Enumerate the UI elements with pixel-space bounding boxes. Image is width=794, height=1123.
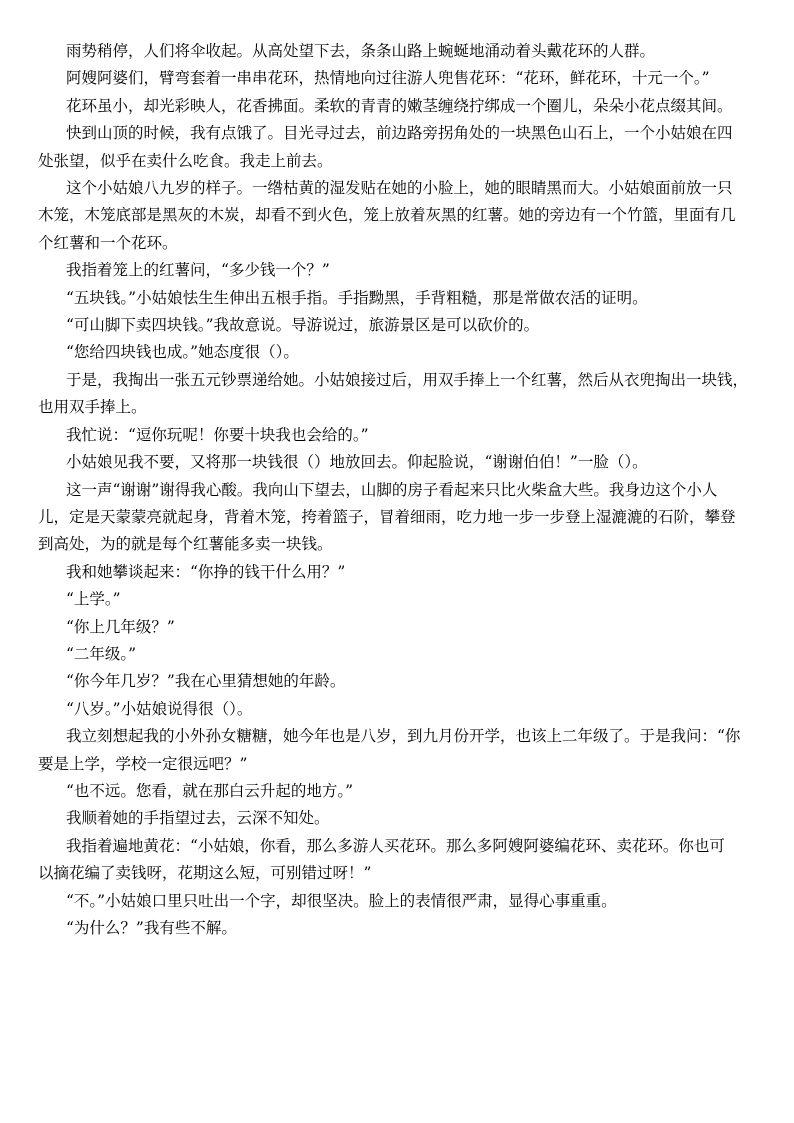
paragraph-continuation-line: 个红薯和一个花环。 xyxy=(38,233,178,252)
paragraph-first-line: 我指着笼上的红薯问，“多少钱一个？” xyxy=(66,261,330,280)
paragraph-first-line: 我忙说：“逗你玩呢！你要十块我也会给的。” xyxy=(66,425,369,444)
paragraph-continuation-line: 处张望，似乎在卖什么吃食。我走上前去。 xyxy=(38,151,333,170)
paragraph-first-line: “您给四块钱也成。”她态度很（）。 xyxy=(66,343,299,362)
paragraph xyxy=(0,641,794,668)
paragraph-first-line: 我顺着她的手指望过去，云深不知处。 xyxy=(66,809,330,828)
paragraph xyxy=(0,285,794,312)
paragraph xyxy=(0,38,794,65)
paragraph-first-line: “可山脚下卖四块钱。”我故意说。导游说过，旅游景区是可以砍价的。 xyxy=(66,316,540,335)
paragraph xyxy=(0,367,794,422)
paragraph-first-line: “八岁。”小姑娘说得很（）。 xyxy=(66,699,253,718)
paragraph-first-line: 雨势稍停，人们将伞收起。从高处望下去，条条山路上蜿蜒地涌动着头戴花环的人群。 xyxy=(66,42,656,60)
paragraph-continuation-line: 要是上学，学校一定很远吧？” xyxy=(38,754,248,773)
paragraph xyxy=(0,93,794,120)
paragraph xyxy=(0,559,794,586)
paragraph-first-line: “不。”小姑娘口里只吐出一个字，却很坚决。脸上的表情很严肃，显得心事重重。 xyxy=(66,891,617,910)
paragraph-first-line: “你上几年级？” xyxy=(66,617,175,636)
paragraph xyxy=(0,915,794,942)
paragraph xyxy=(0,339,794,366)
paragraph-first-line: 阿嫂阿婆们，臂弯套着一串串花环，热情地向过往游人兜售花环：“花环，鲜花环，十元一个。” xyxy=(66,69,710,88)
document-body xyxy=(0,38,794,942)
paragraph-first-line: 于是，我掏出一张五元钞票递给她。小姑娘接过后，用双手捧上一个红薯，然后从衣兜掏出一块钱， xyxy=(66,370,749,389)
paragraph xyxy=(0,449,794,476)
paragraph xyxy=(0,312,794,339)
paragraph xyxy=(0,422,794,449)
paragraph-first-line: “为什么？”我有些不解。 xyxy=(66,919,237,937)
paragraph-first-line: “也不远。您看，就在那白云升起的地方。” xyxy=(66,781,354,800)
paragraph xyxy=(0,257,794,284)
paragraph-first-line: “上学。” xyxy=(66,590,121,609)
paragraph xyxy=(0,833,794,888)
paragraph xyxy=(0,477,794,559)
paragraph xyxy=(0,586,794,613)
paragraph-first-line: 我和她攀谈起来：“你挣的钱干什么用？” xyxy=(66,562,346,581)
paragraph-first-line: “你今年几岁？”我在心里猜想她的年龄。 xyxy=(66,672,346,691)
paragraph-continuation-line: 也用双手捧上。 xyxy=(38,398,147,417)
paragraph-first-line: 我指着遍地黄花：“小姑娘，你看，那么多游人买花环。那么多阿嫂阿婆编花环、卖花环。你也可 xyxy=(66,836,725,855)
paragraph xyxy=(0,668,794,695)
paragraph-first-line: 我立刻想起我的小外孙女糖糖，她今年也是八岁，到九月份开学，也该上二年级了。于是我问：“你 xyxy=(66,727,741,746)
paragraph-first-line: 这一声“谢谢”谢得我心酸。我向山下望去，山脚的房子看起来只比火柴盒大些。我身边这个小人 xyxy=(66,480,718,499)
paragraph xyxy=(0,888,794,915)
paragraph xyxy=(0,696,794,723)
paragraph xyxy=(0,805,794,832)
paragraph-first-line: 花环虽小，却光彩映人，花香拂面。柔软的青青的嫩茎缠绕拧绑成一个圈儿，朵朵小花点缀其间。 xyxy=(66,96,733,115)
paragraph-first-line: 快到山顶的时候，我有点饿了。目光寻过去，前边路旁拐角处的一块黑色山石上，一个小姑娘在四 xyxy=(66,124,733,143)
paragraph xyxy=(0,65,794,92)
paragraph-continuation-line: 以摘花编了卖钱呀，花期这么短，可别错过呀！” xyxy=(38,864,372,883)
paragraph-continuation-line: 到高处，为的就是每个红薯能多卖一块钱。 xyxy=(38,535,333,554)
paragraph-continuation-line: 儿，定是天蒙蒙亮就起身，背着木笼，挎着篮子，冒着细雨，吃力地一步一步登上湿漉漉的石阶，攀登 xyxy=(38,507,736,526)
paragraph-first-line: 这个小姑娘八九岁的样子。一绺枯黄的湿发贴在她的小脸上，她的眼睛黑而大。小姑娘面前放一只 xyxy=(66,179,733,198)
paragraph xyxy=(0,175,794,257)
paragraph xyxy=(0,723,794,778)
paragraph-continuation-line: 木笼，木笼底部是黑灰的木炭，却看不到火色，笼上放着灰黑的红薯。她的旁边有一个竹篮，里面有几 xyxy=(38,206,736,225)
paragraph xyxy=(0,778,794,805)
paragraph-first-line: “二年级。” xyxy=(66,644,137,663)
paragraph-first-line: “五块钱。”小姑娘怯生生伸出五根手指。手指黝黑，手背粗糙，那是常做农活的证明。 xyxy=(66,288,648,307)
paragraph xyxy=(0,614,794,641)
paragraph xyxy=(0,120,794,175)
paragraph-first-line: 小姑娘见我不要，又将那一块钱很（）地放回去。仰起脸说，“谢谢伯伯！”一脸（）。 xyxy=(66,453,648,472)
